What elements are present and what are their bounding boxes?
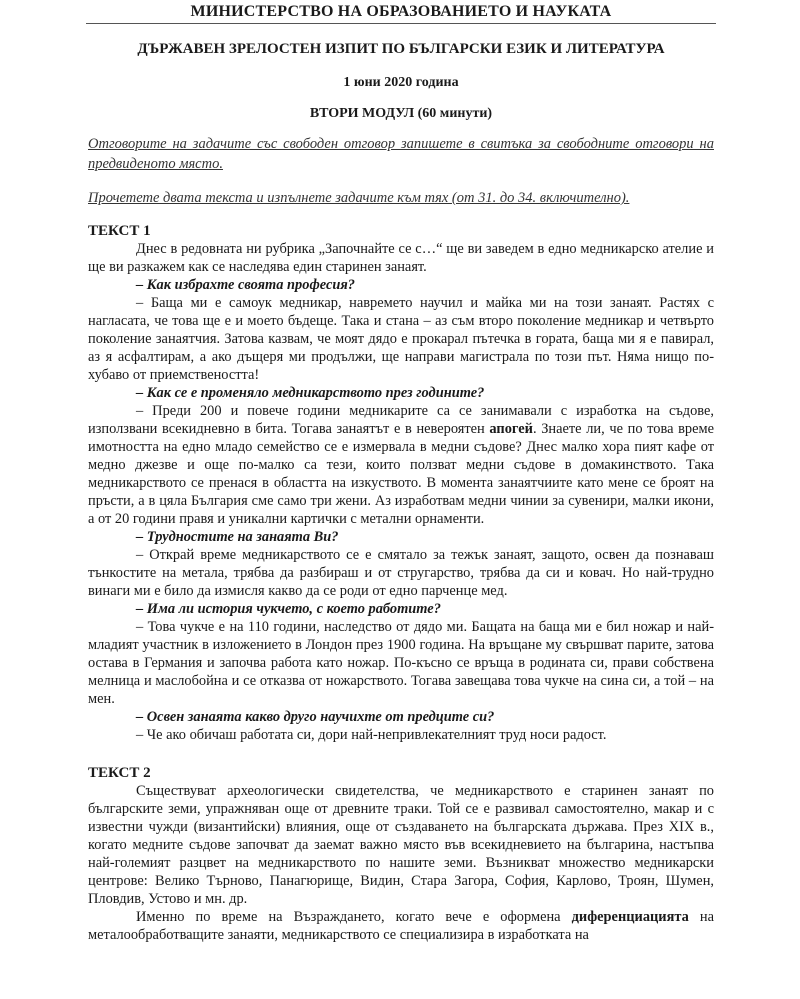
interview-answer-4: – Това чукче е на 110 години, наследство от дядо ми. Бащата на баща ми е бил ножар и най-младият участник в изложението в Лондон през 1900 година. На връщане му свършват парите, затова остава в Германия и започва работа като ножар. По-късно се връща в родината си, прави собствена мелница и маслобойна и се отказва от ножарството. Тогава завещава това чукче на сина си, а той – на мен.: [88, 619, 714, 707]
interview-question-1: – Как избрахте своята професия?: [136, 277, 355, 293]
ministry-header: МИНИСТЕРСТВО НА ОБРАЗОВАНИЕТО И НАУКАТА: [190, 3, 612, 20]
text1-heading: ТЕКСТ 1: [88, 223, 151, 239]
module-title: ВТОРИ МОДУЛ (60 минути): [309, 106, 493, 121]
text2-paragraph-1: Съществуват археологически свидетелства, че медникарството е старинен занаят по българските земи, упражняван още от древните траки. Той се е развивал самостоятелно, макар и с известни чужди (византийски) влияния, още от създаването на българската държава. През XIX в., когато медните съдове започват да заемат важно място във всекидневието на българина, настъпва най-големият разцвет на медникарството по нашите земи. Възникват множество медникарски центрове: Велико Търново, Панагюрище, Видин, Стара Загора, София, Карлово, Троян, Шумен, Пловдив, Устово и мн. др.: [88, 783, 714, 907]
interview-answer-5: – Че ако обичаш работата си, дори най-непривлекателният труд носи радост.: [136, 727, 607, 743]
exam-date: 1 юни 2020 година: [343, 75, 459, 90]
interview-answer-2: [88, 402, 714, 528]
text1-intro: Днес в редовната ни рубрика „Започнайте се с…“ ще ви заведем в едно медникарско ателие и ще ви разкажем как се наследява един старинен занаят.: [88, 241, 714, 275]
instruction-free-answers: Отговорите на задачите със свободен отговор запишете в свитъка за свободните отговори на предвиденото място.: [88, 136, 714, 172]
interview-answer-1: – Баща ми е самоук медникар, навремето научил и майка ми на този занаят. Растях с нагласата, че това ще е и моето бъдеще. Така и стана – аз съм второ поколение медникар и четвърто поколение занаятчия. Затова казвам, че моят дядо е прокарал пътечка в гората, баща ми я е павирал, аз я асфалтирам, а ако дъщеря ми продължи, ще направи магистрала по този път. Няма нищо по-хубаво от приемствеността!: [88, 295, 714, 383]
paragraph-2-text-start: Именно по време на Възраждането, когато вече е оформена: [136, 909, 572, 925]
text2-heading: ТЕКСТ 2: [88, 765, 151, 781]
highlighted-term-differentiation: диференциацията: [571, 909, 689, 925]
interview-question-4: – Има ли история чукчето, с което работите?: [136, 601, 441, 617]
interview-question-2: – Как се е променяло медникарството през годините?: [136, 385, 485, 401]
interview-question-5: – Освен занаята какво друго научихте от предците си?: [136, 709, 495, 725]
interview-question-3: – Трудностите на занаята Ви?: [136, 529, 339, 545]
answer-2-text-end: . Знаете ли, че по това време имотността на едно младо семейство се е измервала в медни съдове? Днес малко хора пият кафе от медно джезве и още по-малко са тези, които ползват медни съдове в домакинството. Така медникарството се пренася в областта на изкуството. В момента занаятчиите като мене се броят на пръсти, а в цяла България сме само три жени. Аз изработвам медни чинии за сувенири, малки икони, а от 20 години правя и уникални картички с метални орнаменти.: [88, 421, 714, 527]
highlighted-term-apogee: апогей: [489, 421, 533, 437]
interview-answer-3: – Открай време медникарството се е смятало за тежък занаят, защото, освен да познаваш тънкостите на метала, трябва да разбираш и от стругарство, трябва да си и ковач. Но най-трудно винаги ми е било да измисля какво да се роди от едно парченце мед.: [88, 547, 714, 599]
exam-title: ДЪРЖАВЕН ЗРЕЛОСТЕН ИЗПИТ ПО БЪЛГАРСКИ ЕЗИК И ЛИТЕРАТУРА: [137, 41, 665, 57]
instruction-read-texts: Прочетете двата текста и изпълнете задачите към тях (от 31. до 34. включително).: [88, 190, 630, 206]
text2-paragraph-2: [88, 908, 714, 944]
header-divider: [86, 23, 716, 24]
paragraph-2-text-end: на металообработващите занаяти, медникарството се специализира в изработката на: [88, 909, 714, 943]
answer-2-text-start: – Преди 200 и повече години медникарите са се занимавали с изработка на съдове, използвани всекидневно в бита. Тогава занаятът е в невероятен: [88, 403, 714, 437]
